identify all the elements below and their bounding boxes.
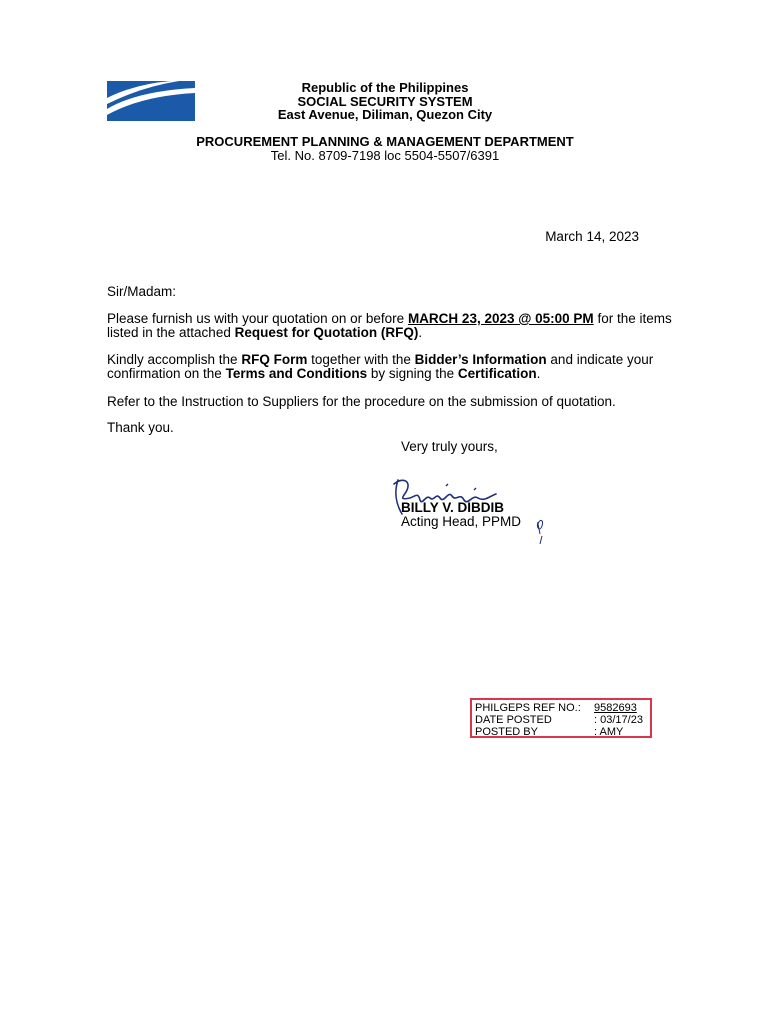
paragraph-refer: Refer to the Instruction to Suppliers for the procedure on the submission of quotation. [107,394,616,409]
paragraph-instructions: Kindly accomplish the RFQ Form together with the Bidder’s Information and indicate your confirmation on the Terms and Conditions by signing the Certification. [107,352,654,381]
stamp-row-date: DATE POSTED : 03/17/23 [475,714,643,726]
department-tel: Tel. No. 8709-7198 loc 5504-5507/6391 [270,147,500,163]
signatory-title: Acting Head, PPMD [401,514,522,529]
posted-by: : AMY [594,726,624,738]
agency-address: East Avenue, Diliman, Quezon City [277,107,493,122]
date-posted: : 03/17/23 [594,714,643,726]
stamp-row-ref: PHILGEPS REF NO.: 9582693 [475,702,637,714]
department-block [0,135,770,162]
salutation: Sir/Madam: [107,284,177,299]
thank-you: Thank you. [107,420,174,435]
paragraph-quotation: Please furnish us with your quotation on or before MARCH 23, 2023 @ 05:00 PM for the items listed in the attached Request for Quotation (RFQ). [107,311,672,340]
agency-name: SOCIAL SECURITY SYSTEM [297,93,473,109]
rfq-reference: Request for Quotation (RFQ) [234,325,419,340]
letter-date: March 14, 2023 [545,229,639,244]
philgeps-stamp [470,698,652,738]
republic-line: Republic of the Philippines [301,80,469,95]
department-name: PROCUREMENT PLANNING & MANAGEMENT DEPARTMENT [196,134,574,149]
deadline: MARCH 23, 2023 @ 05:00 PM [407,311,594,326]
stamp-row-by: POSTED BY : AMY [475,726,624,738]
signatory-name: BILLY V. DIBDIB [401,500,505,515]
philgeps-ref-number: 9582693 [594,702,637,714]
letterhead [0,81,770,122]
closing: Very truly yours, [401,439,498,454]
